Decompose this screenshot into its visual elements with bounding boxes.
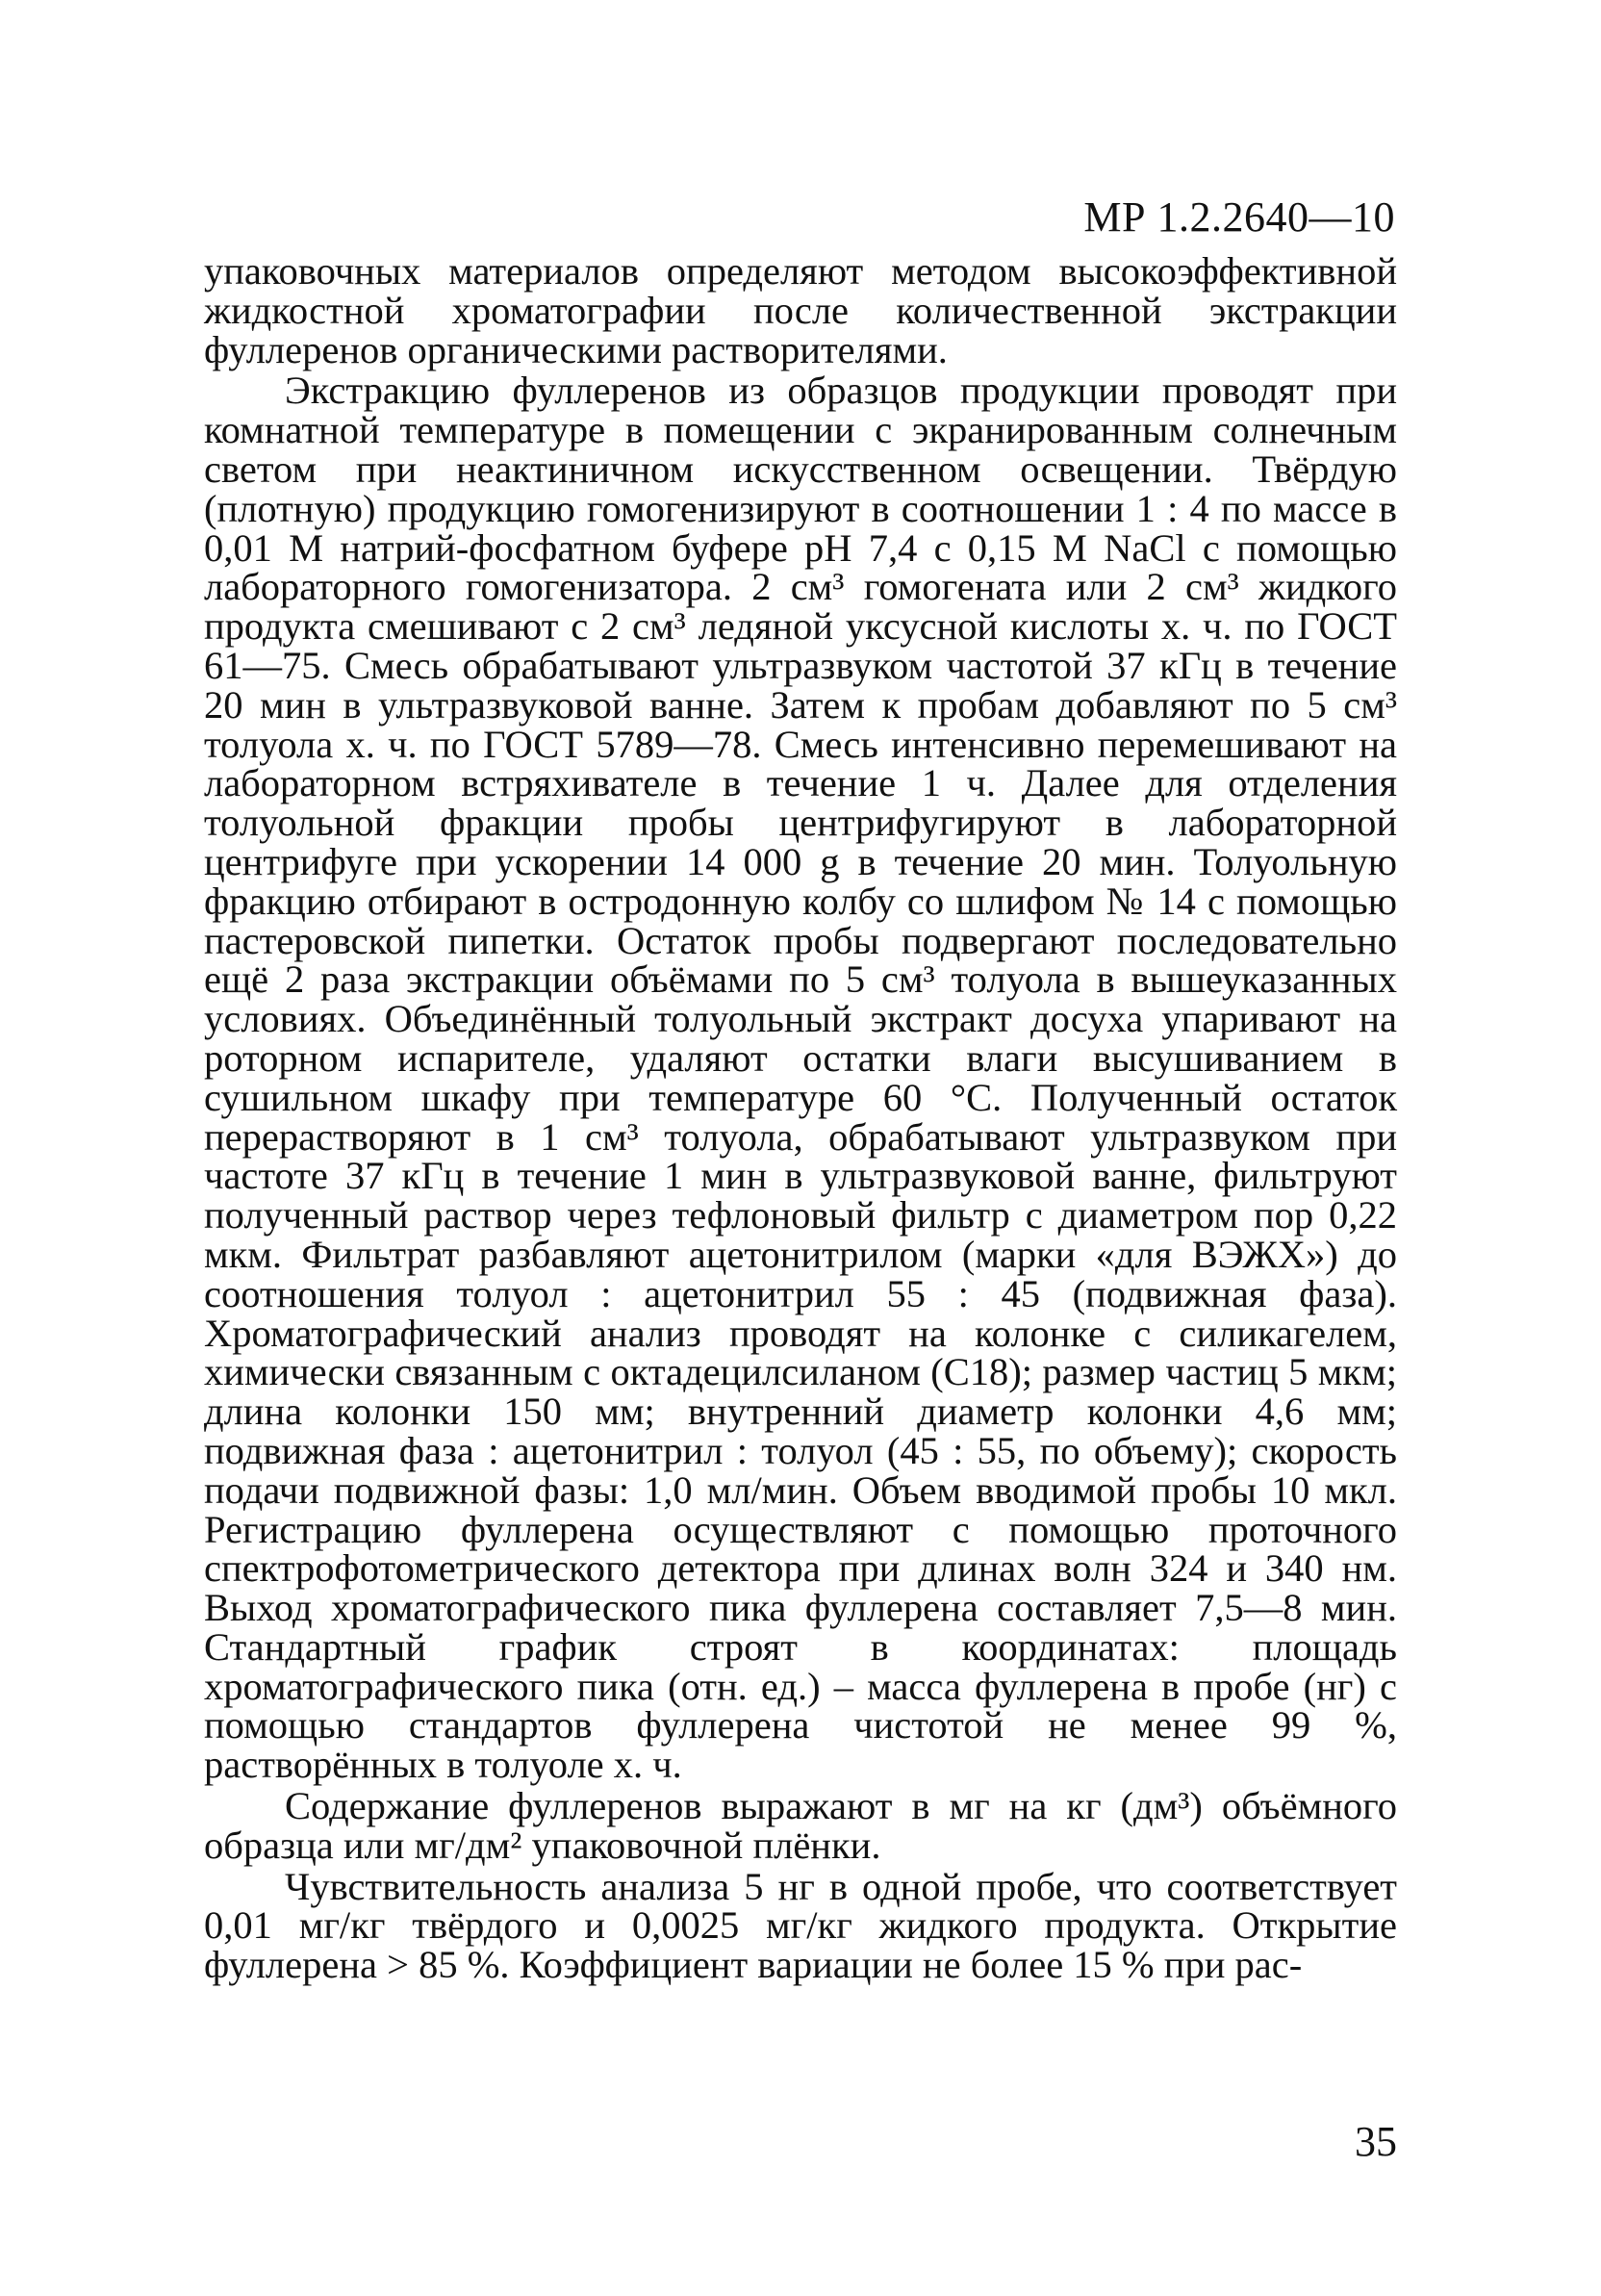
document-code-header: МР 1.2.2640—10 [1083, 193, 1395, 241]
paragraph-result-units: Содержание фуллеренов выражают в мг на кг (дм³) объёмного образца или мг/дм² упаковочной плёнки. [204, 1784, 1397, 1867]
paragraph-continuation: упаковочных материалов определяют методом высокоэффективной жидкостной хроматографии после количественной экстракции фуллеренов органическими растворителями. [204, 249, 1397, 371]
page-number: 35 [1355, 2118, 1397, 2165]
body-text [204, 249, 1397, 1987]
paragraph-sensitivity: Чувствительность анализа 5 нг в одной пробе, что соответствует 0,01 мг/кг твёрдого и 0,0025 мг/кг жидкого продукта. Открытие фуллерена > 85 %. Коэффициент вариации не более 15 % при рас- [204, 1864, 1397, 1987]
paragraph-extraction-procedure: Экстракцию фуллеренов из образцов продукции проводят при комнатной температуре в помещении с экранированным солнечным светом при неактиничном искусственном освещении. Твёрдую (плотную) продукцию гомогенизируют в соотношении 1 : 4 по массе в 0,01 М натрий-фосфатном буфере pH 7,4 с 0,15 М NaCl с помощью лабораторного гомогенизатора. 2 см³ гомогената или 2 см³ жидкого продукта смешивают с 2 см³ ледяной уксусной кислоты х. ч. по ГОСТ 61—75. Смесь обрабатывают ультразвуком частотой 37 кГц в течение 20 мин в ультразвуковой ванне. Затем к пробам добавляют по 5 см³ толуола х. ч. по ГОСТ 5789—78. Смесь интенсивно перемешивают на лабораторном встряхивателе в течение 1 ч. Далее для отделения толуольной фракции пробы центрифугируют в лабораторной центрифуге при ускорении 14 000 g в течение 20 мин. Толуольную фракцию отбирают в остродонную колбу со шлифом № 14 с помощью пастеровской пипетки. Остаток пробы подвергают последовательно ещё 2 раза экстракции объёмами по 5 см³ толуола в вышеуказанных условиях. Объединённый толуольный экстракт досуха упаривают на роторном испарителе, удаляют остатки влаги высушиванием в сушильном шкафу при температуре 60 °С. Полученный остаток перерастворяют в 1 см³ толуола, обрабатывают ультразвуком при частоте 37 кГц в течение 1 мин в ультразвуковой ванне, фильтруют полученный раствор через тефлоновый фильтр с диаметром пор 0,22 мкм. Фильтрат разбавляют ацетонитрилом (марки «для ВЭЖХ») до соотношения толуол : ацетонитрил 55 : 45 (подвижная фаза). Хроматографический анализ проводят на колонке с силикагелем, химически связанным с октадецилсиланом (С18); размер частиц 5 мкм; длина колонки 150 мм; внутренний диаметр колонки 4,6 мм; подвижная фаза : ацетонитрил : толуол (45 : 55, по объему); скорость подачи подвижной фазы: 1,0 мл/мин. Объем вводимой пробы 10 мкл. Регистрацию фуллерена осуществляют с помощью проточного спектрофотометрического детектора при длинах волн 324 и 340 нм. Выход хроматографического пика фуллерена составляет 7,5—8 мин. Стандартный график строят в координатах: площадь хроматографического пика (отн. ед.) – масса фуллерена в пробе (нг) с помощью стандартов фуллерена чистотой не менее 99 %, растворённых в толуоле х. ч. [204, 369, 1397, 1787]
